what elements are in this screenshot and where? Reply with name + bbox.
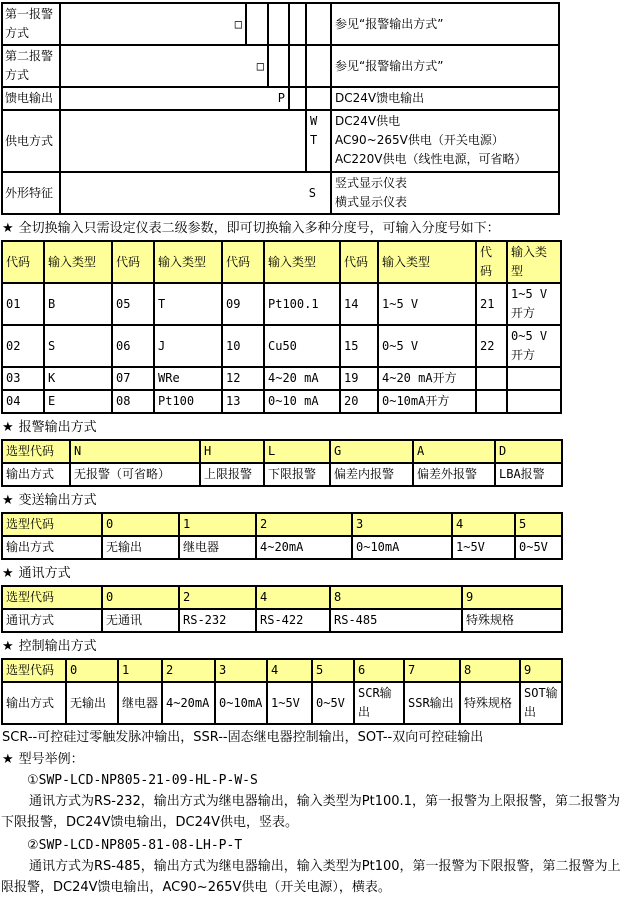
- input-code-cell: 06: [112, 325, 154, 367]
- section-code-cell: 2: [256, 513, 352, 536]
- section-body: [2, 659, 562, 724]
- section-value-cell: 上限报警: [200, 463, 264, 486]
- section-code-cell: D: [495, 440, 562, 463]
- input-type-cell: 1~5 V: [378, 283, 476, 325]
- input-type-cell: Pt100: [154, 390, 222, 413]
- input-type-cell: WRe: [154, 367, 222, 390]
- spec-label-cell: 馈电输出: [2, 87, 60, 110]
- section-rowlabel-cell: 通讯方式: [2, 609, 102, 632]
- section-body: [2, 586, 562, 632]
- section-body: [2, 440, 562, 486]
- star-icon: ★: [2, 493, 14, 508]
- section-code-cell: 8: [330, 586, 462, 609]
- spec-row: [2, 110, 559, 172]
- input-type-cell: 1~5 V开方: [507, 283, 561, 325]
- input-header-cell: 代码: [2, 241, 44, 283]
- input-type-cell: 0~10 mA: [264, 390, 340, 413]
- section-title-text: 控制输出方式: [18, 639, 97, 654]
- input-code-cell: 20: [340, 390, 378, 413]
- input-code-cell: 22: [476, 325, 507, 367]
- input-type-cell: 0~5 V: [378, 325, 476, 367]
- section-header-row: [2, 659, 562, 682]
- section-header-row: [2, 513, 562, 536]
- cell-line: AC220V供电（线性电源，可省略）: [335, 152, 527, 166]
- section-code-cell: 4: [267, 659, 312, 682]
- input-type-cell: 4~20 mA开方: [378, 367, 476, 390]
- section-value-cell: 4~20mA: [162, 682, 215, 724]
- model-examples: [1, 771, 622, 898]
- section-title: [2, 419, 622, 436]
- section-header-row: [2, 440, 562, 463]
- input-header-cell: 输入类型: [378, 241, 476, 283]
- cell-line: DC24V供电: [335, 114, 401, 128]
- section-code-cell: G: [330, 440, 413, 463]
- spec-empty-cell: [306, 3, 331, 45]
- section-code-cell: 2: [162, 659, 215, 682]
- section-rowlabel-cell: 输出方式: [2, 536, 102, 559]
- input-header-cell: 输入类型: [264, 241, 340, 283]
- section-label-cell: 选型代码: [2, 659, 66, 682]
- section-value-cell: 偏差外报警: [413, 463, 495, 486]
- cell-line: DC24V馈电输出: [335, 91, 425, 105]
- section-value-cell: 4~20mA: [256, 536, 352, 559]
- input-code-cell: 07: [112, 367, 154, 390]
- section-title-text: 通讯方式: [18, 566, 71, 581]
- section-rowlabel-cell: 输出方式: [2, 463, 70, 486]
- section-table: [1, 512, 563, 560]
- spec-empty-cell: [289, 45, 306, 87]
- section-value-row: [2, 463, 562, 486]
- spec-row: [2, 3, 559, 45]
- input-type-cell: T: [154, 283, 222, 325]
- spec-label-cell: 外形特征: [2, 172, 60, 214]
- model-description: 通讯方式为RS-232，输出方式为继电器输出，输入类型为Pt100.1，第一报警为上限报警，第二报警为下限报警，DC24V馈电输出，DC24V供电，竖表。: [1, 794, 620, 830]
- spec-empty-cell: [246, 3, 268, 45]
- cell-line: W: [310, 114, 318, 128]
- spec-code-cell: □: [60, 3, 246, 45]
- section-code-cell: 0: [66, 659, 118, 682]
- section-value-cell: RS-485: [330, 609, 462, 632]
- section-value-cell: 1~5V: [267, 682, 312, 724]
- section-code-cell: 9: [520, 659, 562, 682]
- model-description: 通讯方式为RS-485，输出方式为继电器输出，输入类型为Pt100，第一报警为下限报警，第二报警为上限报警，DC24V馈电输出，AC90~265V供电（开关电源），横表。: [1, 859, 621, 895]
- input-section-title-text: 全切换输入只需设定仪表二级参数，即可切换输入多种分度号，可输入分度号如下：: [18, 221, 500, 236]
- spec-code-cell: □: [60, 45, 268, 87]
- section-title-text: 报警输出方式: [18, 420, 97, 435]
- input-type-cell: K: [44, 367, 112, 390]
- input-code-cell: 13: [222, 390, 264, 413]
- section-value-cell: LBA报警: [495, 463, 562, 486]
- section-rowlabel-cell: 输出方式: [2, 682, 66, 724]
- input-code-cell: 03: [2, 367, 44, 390]
- section-title-text: 变送输出方式: [18, 493, 97, 508]
- cell-line: 横式显示仪表: [335, 195, 408, 209]
- spec-desc-cell: [331, 3, 559, 45]
- section-code-cell: 4: [452, 513, 515, 536]
- spec-empty-cell: [268, 3, 289, 45]
- section-value-row: [2, 609, 562, 632]
- section-value-cell: 继电器: [118, 682, 162, 724]
- section-value-cell: RS-232: [179, 609, 256, 632]
- cell-line: 参见“报警输出方式”: [335, 58, 444, 73]
- spec-desc-cell: [331, 87, 559, 110]
- spec-label-cell: 供电方式: [2, 110, 60, 172]
- star-icon: ★: [2, 752, 14, 767]
- section-code-cell: 6: [354, 659, 404, 682]
- input-type-cell: S: [44, 325, 112, 367]
- input-code-cell: 08: [112, 390, 154, 413]
- input-row: [2, 283, 561, 325]
- section-title: [2, 638, 622, 655]
- spec-code-cell: [60, 110, 306, 172]
- cell-line: 竖式显示仪表: [335, 176, 408, 190]
- cell-line: T: [310, 133, 318, 147]
- section-header-row: [2, 586, 562, 609]
- star-icon: ★: [2, 639, 14, 654]
- input-type-cell: Cu50: [264, 325, 340, 367]
- input-type-cell: [507, 367, 561, 390]
- section-label-cell: 选型代码: [2, 586, 102, 609]
- input-type-cell: Pt100.1: [264, 283, 340, 325]
- spec-desc-cell: [331, 172, 559, 214]
- input-code-cell: 05: [112, 283, 154, 325]
- section-code-cell: H: [200, 440, 264, 463]
- spec-row: [2, 172, 559, 214]
- star-icon: ★: [2, 566, 14, 581]
- input-header-cell: 代码: [476, 241, 507, 283]
- examples-title: [2, 751, 622, 768]
- section-code-cell: 1: [118, 659, 162, 682]
- spec-empty-cell: [268, 45, 289, 87]
- section-value-cell: 1~5V: [452, 536, 515, 559]
- section-value-cell: SSR输出: [404, 682, 460, 724]
- section-value-cell: 无通讯: [102, 609, 179, 632]
- section-code-cell: 7: [404, 659, 460, 682]
- spec-empty-cell: [306, 87, 331, 110]
- input-code-cell: [476, 390, 507, 413]
- spec-row: [2, 45, 559, 87]
- input-header-cell: 代码: [222, 241, 264, 283]
- input-section-title: [2, 220, 622, 237]
- section-code-cell: 2: [179, 586, 256, 609]
- section-table: [1, 439, 563, 487]
- section-value-cell: 0~5V: [515, 536, 562, 559]
- section-value-cell: 0~5V: [312, 682, 354, 724]
- section-table: [1, 585, 563, 633]
- spec-code-cell: [306, 110, 331, 172]
- input-code-cell: 01: [2, 283, 44, 325]
- input-row: [2, 367, 561, 390]
- section-body: [2, 513, 562, 559]
- input-header-cell: 代码: [340, 241, 378, 283]
- cell-line: AC90~265V供电（开关电源）: [335, 133, 504, 147]
- section-title: [2, 565, 622, 582]
- section-code-cell: 9: [462, 586, 562, 609]
- section-code-cell: 3: [215, 659, 267, 682]
- section-value-cell: 0~10mA: [352, 536, 452, 559]
- input-type-table: [1, 240, 562, 414]
- spec-label-cell: 第二报警方式: [2, 45, 60, 87]
- section-value-cell: SOT输出: [520, 682, 562, 724]
- model-code: ①SWP-LCD-NP805-21-09-HL-P-W-S: [27, 773, 258, 788]
- section-value-row: [2, 536, 562, 559]
- spec-row: [2, 87, 559, 110]
- input-code-cell: 19: [340, 367, 378, 390]
- model-code: ②SWP-LCD-NP805-81-08-LH-P-T: [27, 838, 243, 853]
- input-code-cell: 10: [222, 325, 264, 367]
- spec-code-cell: P: [60, 87, 289, 110]
- spec-empty-cell: [289, 87, 306, 110]
- input-code-cell: 14: [340, 283, 378, 325]
- input-header-cell: 输入类型: [44, 241, 112, 283]
- spec-table: [1, 2, 560, 215]
- input-type-cell: 0~5 V开方: [507, 325, 561, 367]
- section-value-cell: 特殊规格: [460, 682, 520, 724]
- input-code-cell: 15: [340, 325, 378, 367]
- section-value-cell: 继电器: [179, 536, 256, 559]
- section-value-cell: 无报警（可省略）: [70, 463, 200, 486]
- section-title: [2, 492, 622, 509]
- input-code-cell: 21: [476, 283, 507, 325]
- spec-desc-cell: [331, 45, 559, 87]
- input-header-cell: 输入类型: [154, 241, 222, 283]
- spec-label-cell: 第一报警方式: [2, 3, 60, 45]
- input-header-cell: 输入类型: [507, 241, 561, 283]
- section-value-cell: SCR输出: [354, 682, 404, 724]
- section-value-cell: 无输出: [102, 536, 179, 559]
- input-type-cell: B: [44, 283, 112, 325]
- section-code-cell: 1: [179, 513, 256, 536]
- input-code-cell: [476, 367, 507, 390]
- section-value-cell: 下限报警: [264, 463, 330, 486]
- section-value-cell: 偏差内报警: [330, 463, 413, 486]
- section-code-cell: A: [413, 440, 495, 463]
- code-sections: [1, 419, 622, 725]
- section-label-cell: 选型代码: [2, 513, 102, 536]
- input-type-cell: 0~10mA开方: [378, 390, 476, 413]
- section-code-cell: 3: [352, 513, 452, 536]
- scr-note: SCR--可控硅过零触发脉冲输出，SSR--固态继电器控制输出，SOT--双向可控硅输出: [2, 730, 484, 745]
- input-row: [2, 325, 561, 367]
- input-row: [2, 390, 561, 413]
- input-code-cell: 09: [222, 283, 264, 325]
- spec-desc-cell: [331, 110, 559, 172]
- input-code-cell: 12: [222, 367, 264, 390]
- section-value-cell: 0~10mA: [215, 682, 267, 724]
- input-code-cell: 04: [2, 390, 44, 413]
- section-value-cell: 无输出: [66, 682, 118, 724]
- star-icon: ★: [2, 420, 14, 435]
- section-code-cell: 8: [460, 659, 520, 682]
- section-code-cell: 0: [102, 586, 179, 609]
- section-code-cell: 4: [256, 586, 330, 609]
- input-code-cell: 02: [2, 325, 44, 367]
- spec-empty-cell: [306, 45, 331, 87]
- section-table: [1, 658, 563, 725]
- cell-line: 参见“报警输出方式”: [335, 16, 444, 31]
- section-code-cell: L: [264, 440, 330, 463]
- input-type-cell: [507, 390, 561, 413]
- star-icon: ★: [2, 221, 14, 236]
- section-value-row: [2, 682, 562, 724]
- section-code-cell: 5: [312, 659, 354, 682]
- spec-code-cell: S: [60, 172, 331, 214]
- section-value-cell: 特殊规格: [462, 609, 562, 632]
- section-label-cell: 选型代码: [2, 440, 70, 463]
- input-type-cell: E: [44, 390, 112, 413]
- section-code-cell: 5: [515, 513, 562, 536]
- input-header-row: [2, 241, 561, 283]
- input-type-cell: J: [154, 325, 222, 367]
- section-code-cell: 0: [102, 513, 179, 536]
- section-value-cell: RS-422: [256, 609, 330, 632]
- section-code-cell: N: [70, 440, 200, 463]
- input-type-cell: 4~20 mA: [264, 367, 340, 390]
- spec-empty-cell: [289, 3, 306, 45]
- examples-title-text: 型号举例：: [18, 752, 84, 767]
- input-header-cell: 代码: [112, 241, 154, 283]
